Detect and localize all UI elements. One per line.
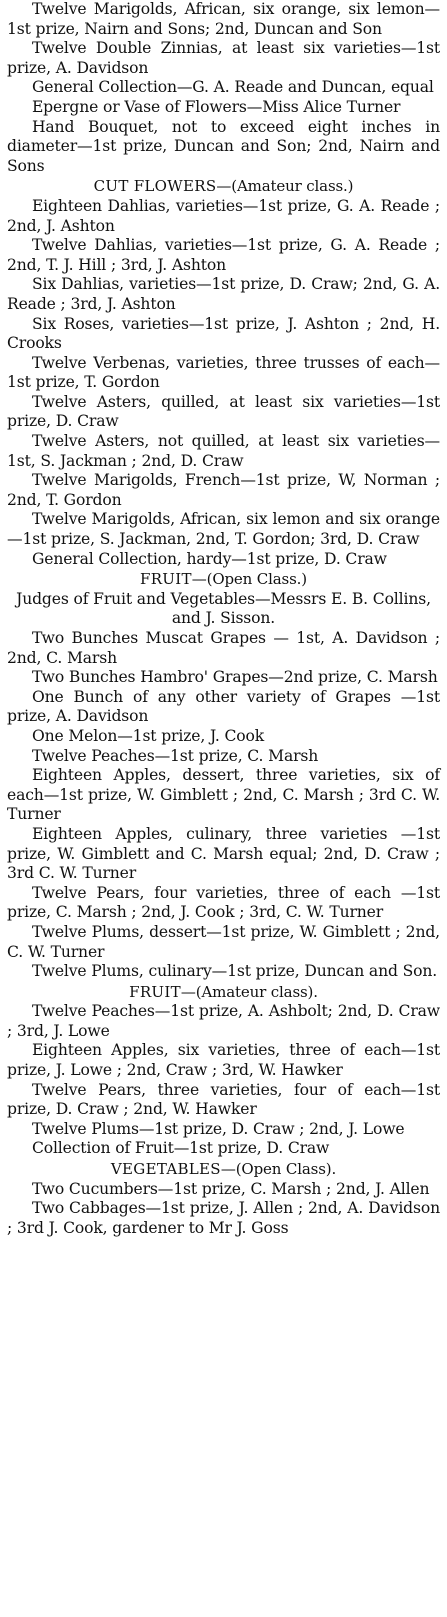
entry-collection-of-fruit: Collection of Fruit—1st prize, D. Craw [31,1139,330,1158]
entry-asters-not-quilled: Twelve Asters, not quilled, at least six varieties—1st, S. Jackman ; 2nd, D. Craw [7,432,440,470]
entry-cabbages: Two Cabbages—1st prize, J. Allen ; 2nd, A. Davidson ; 3rd J. Cook, gardener to Mr J. Goss [7,1199,440,1237]
section-heading-fruit-open [7,570,440,590]
entry-plums-culinary: Twelve Plums, culinary—1st prize, Duncan and Son. [31,962,438,981]
entry-plums-amateur: Twelve Plums—1st prize, D. Craw ; 2nd, J. Lowe [31,1119,405,1138]
entry-marigolds-french: Twelve Marigolds, French—1st prize, W, Norman ; 2nd, T. Gordon [7,471,440,509]
heading-subtitle: —(Open Class.) [191,570,307,589]
heading-title: CUT FLOWERS [93,177,217,196]
heading-title: VEGETABLES [110,1160,221,1179]
entry-marigolds-african-amateur: Twelve Marigolds, African, six lemon and six orange—1st prize, S. Jackman, 2nd, T. Gordon; 3rd, D. Craw [7,510,440,549]
heading-subtitle: —(Open Class). [220,1160,337,1179]
entry-six-roses: Six Roses, varieties—1st prize, J. Ashton ; 2nd, H. Crooks [7,314,440,353]
section-heading-vegetables [7,1160,440,1180]
entry-muscat-grapes: Two Bunches Muscat Grapes — 1st, A. Davidson ; 2nd, C. Marsh [7,629,440,667]
entry-pears-amateur: Twelve Pears, three varieties, four of each—1st prize, D. Craw ; 2nd, W. Hawker [7,1080,440,1119]
section-heading-fruit-amateur [7,983,440,1003]
heading-subtitle: —(Amateur class). [180,982,318,1001]
entry-peaches-open: Twelve Peaches—1st prize, C. Marsh [31,746,319,765]
heading-title: FRUIT [129,982,181,1001]
entry-asters-quilled: Twelve Asters, quilled, at least six varieties—1st prize, D. Craw [7,392,440,431]
entry-verbenas: Twelve Verbenas, varieties, three trusses of each—1st prize, T. Gordon [7,353,440,392]
entry-general-collection: General Collection—G. A. Reade and Duncan, equal [31,78,434,97]
entry-plums-dessert: Twelve Plums, dessert—1st prize, W. Gimblett ; 2nd, C. W. Turner [7,922,440,961]
entry-pears-open: Twelve Pears, four varieties, three of each —1st prize, C. Marsh ; 2nd, J. Cook ; 3rd, C. W. Turner [7,883,440,922]
heading-subtitle: —(Amateur class.) [216,177,354,196]
entry-hand-bouquet: Hand Bouquet, not to exceed eight inches in diameter—1st prize, Duncan and Son; 2nd, Nairn and Sons [7,117,440,175]
entry-zinnias: Twelve Double Zinnias, at least six varieties—1st prize, A. Davidson [7,39,440,77]
entry-epergne: Epergne or Vase of Flowers—Miss Alice Turner [31,97,401,116]
entry-marigolds-african-open: Twelve Marigolds, African, six orange, six lemon—1st prize, Nairn and Sons; 2nd, Duncan and Son [7,0,440,38]
section-heading-cut-flowers [7,177,440,197]
entry-melon: One Melon—1st prize, J. Cook [31,726,265,745]
entry-general-collection-hardy: General Collection, hardy—1st prize, D. Craw [31,549,387,568]
entry-cucumbers: Two Cucumbers—1st prize, C. Marsh ; 2nd, J. Allen [31,1179,430,1198]
entry-apples-dessert: Eighteen Apples, dessert, three varieties, six of each—1st prize, W. Gimblett ; 2nd, C. Marsh ; 3rd C. W. Turner [7,766,440,824]
heading-title: FRUIT [140,570,192,589]
entry-other-grapes: One Bunch of any other variety of Grapes —1st prize, A. Davidson [7,687,440,726]
entry-twelve-dahlias: Twelve Dahlias, varieties—1st prize, G. A. Reade ; 2nd, T. J. Hill ; 3rd, J. Ashton [7,236,440,274]
entry-peaches-amateur: Twelve Peaches—1st prize, A. Ashbolt; 2nd, D. Craw ; 3rd, J. Lowe [7,1002,440,1040]
entry-hambro-grapes: Two Bunches Hambro' Grapes—2nd prize, C. Marsh [31,668,438,687]
judges-note: Judges of Fruit and Vegetables—Messrs E. B. Collins, and J. Sisson. [16,589,431,628]
entry-apples-amateur: Eighteen Apples, six varieties, three of each—1st prize, J. Lowe ; 2nd, Craw ; 3rd, W. Hawker [7,1041,440,1080]
entry-eighteen-dahlias: Eighteen Dahlias, varieties—1st prize, G. A. Reade ; 2nd, J. Ashton [7,196,440,235]
entry-six-dahlias: Six Dahlias, varieties—1st prize, D. Craw; 2nd, G. A. Reade ; 3rd, J. Ashton [7,275,440,313]
entry-apples-culinary: Eighteen Apples, culinary, three varieties —1st prize, W. Gimblett and C. Marsh equal; 2nd, D. Craw ; 3rd C. W. Turner [7,824,440,883]
